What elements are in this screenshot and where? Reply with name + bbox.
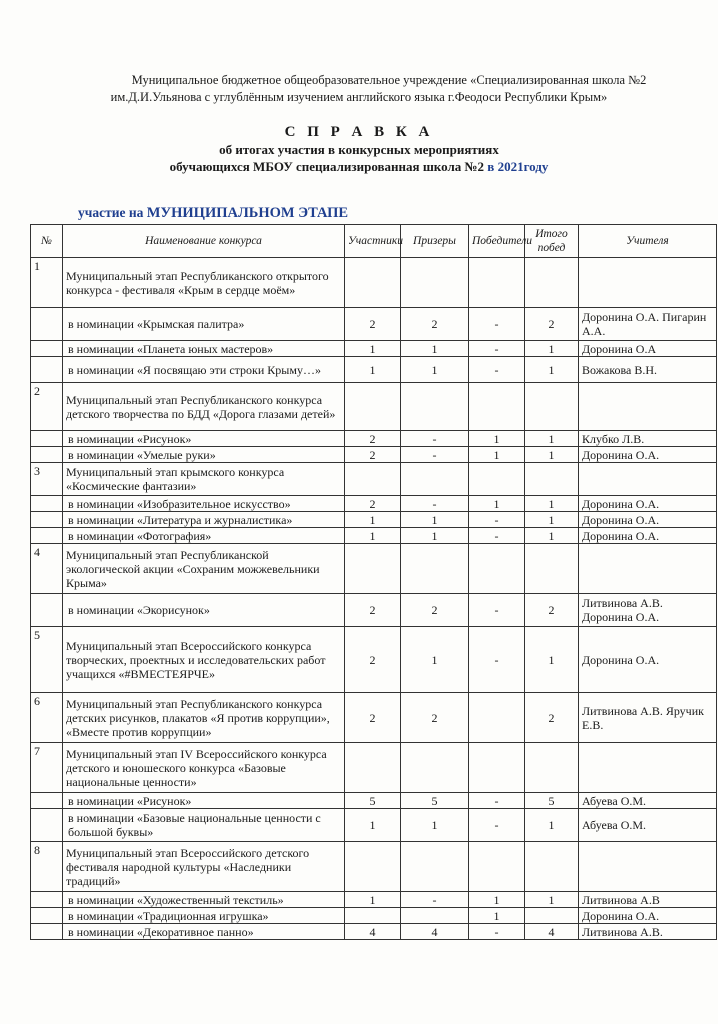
winners-cell: - xyxy=(469,594,525,627)
winners-cell: - xyxy=(469,809,525,842)
prizewinners-cell: 1 xyxy=(401,512,469,528)
winners-cell xyxy=(469,743,525,793)
total-wins-cell: 2 xyxy=(525,594,579,627)
table-row xyxy=(31,594,717,627)
contest-name-cell: в номинации «Умелые руки» xyxy=(63,447,345,463)
participants-cell xyxy=(345,908,401,924)
col-header-num: № xyxy=(31,225,63,258)
row-number-cell xyxy=(31,793,63,809)
row-number-cell: 4 xyxy=(31,544,63,594)
prizewinners-cell: - xyxy=(401,447,469,463)
total-wins-cell: 4 xyxy=(525,924,579,940)
participants-cell: 1 xyxy=(345,809,401,842)
winners-cell: - xyxy=(469,308,525,341)
contest-name-cell: в номинации «Экорисунок» xyxy=(63,594,345,627)
prizewinners-cell: 2 xyxy=(401,308,469,341)
participants-cell: 2 xyxy=(345,594,401,627)
row-number-cell xyxy=(31,809,63,842)
contest-name-cell: в номинации «Крымская палитра» xyxy=(63,308,345,341)
total-wins-cell xyxy=(525,908,579,924)
winners-cell: 1 xyxy=(469,892,525,908)
total-wins-cell xyxy=(525,463,579,496)
teachers-cell xyxy=(579,383,717,431)
row-number-cell xyxy=(31,341,63,357)
total-wins-cell: 1 xyxy=(525,528,579,544)
table-row xyxy=(31,463,717,496)
participants-cell xyxy=(345,258,401,308)
winners-cell: 1 xyxy=(469,431,525,447)
participants-cell: 1 xyxy=(345,512,401,528)
winners-cell: - xyxy=(469,528,525,544)
prizewinners-cell: 5 xyxy=(401,793,469,809)
total-wins-cell: 1 xyxy=(525,357,579,383)
col-header-total: Итого побед xyxy=(525,225,579,258)
col-header-name: Наименование конкурса xyxy=(63,225,345,258)
header-line-2: им.Д.И.Ульянова с углублённым изучением английского языка г.Феодоси Республики Крым» xyxy=(110,90,608,104)
table-row xyxy=(31,809,717,842)
title-line-2: об итогах участия в конкурсных мероприятиях xyxy=(219,142,499,157)
row-number-cell xyxy=(31,357,63,383)
table-row xyxy=(31,627,717,693)
winners-cell: - xyxy=(469,924,525,940)
contest-name-cell: в номинации «Рисунок» xyxy=(63,431,345,447)
participants-cell: 2 xyxy=(345,431,401,447)
contest-name-cell: Муниципальный этап Республиканского открытого конкурса - фестиваля «Крым в сердце моём» xyxy=(63,258,345,308)
participants-cell: 1 xyxy=(345,357,401,383)
participants-cell xyxy=(345,383,401,431)
teachers-cell: Доронина О.А. xyxy=(579,528,717,544)
winners-cell: - xyxy=(469,512,525,528)
table-row xyxy=(31,908,717,924)
winners-cell xyxy=(469,463,525,496)
contest-name-cell: Муниципальный этап Республиканского конкурса детских рисунков, плакатов «Я против коррупции», «Вместе против коррупции» xyxy=(63,693,345,743)
teachers-cell xyxy=(579,743,717,793)
total-wins-cell: 1 xyxy=(525,512,579,528)
row-number-cell xyxy=(31,594,63,627)
total-wins-cell xyxy=(525,258,579,308)
participants-cell xyxy=(345,743,401,793)
row-number-cell xyxy=(31,528,63,544)
prizewinners-cell xyxy=(401,258,469,308)
table-row xyxy=(31,258,717,308)
table-row xyxy=(31,447,717,463)
total-wins-cell: 1 xyxy=(525,809,579,842)
table-row xyxy=(31,693,717,743)
row-number-cell xyxy=(31,431,63,447)
teachers-cell: Доронина О.А. xyxy=(579,908,717,924)
table-row xyxy=(31,892,717,908)
row-number-cell: 8 xyxy=(31,842,63,892)
winners-cell xyxy=(469,842,525,892)
contest-name-cell: в номинации «Декоративное панно» xyxy=(63,924,345,940)
winners-cell xyxy=(469,693,525,743)
row-number-cell: 3 xyxy=(31,463,63,496)
winners-cell xyxy=(469,544,525,594)
total-wins-cell xyxy=(525,544,579,594)
prizewinners-cell xyxy=(401,842,469,892)
teachers-cell: Доронина О.А. xyxy=(579,627,717,693)
total-wins-cell xyxy=(525,383,579,431)
prizewinners-cell xyxy=(401,463,469,496)
teachers-cell: Литвинова А.В. xyxy=(579,924,717,940)
prizewinners-cell: - xyxy=(401,431,469,447)
table-row xyxy=(31,528,717,544)
winners-cell: - xyxy=(469,627,525,693)
total-wins-cell: 1 xyxy=(525,496,579,512)
prizewinners-cell: 2 xyxy=(401,693,469,743)
winners-cell: - xyxy=(469,793,525,809)
row-number-cell: 2 xyxy=(31,383,63,431)
col-header-prizewinners: Призеры xyxy=(401,225,469,258)
winners-cell: - xyxy=(469,341,525,357)
contest-name-cell: в номинации «Изобразительное искусство» xyxy=(63,496,345,512)
header-line-1: Муниципальное бюджетное общеобразовательное учреждение «Специализированная школа №2 xyxy=(131,73,647,87)
teachers-cell: Доронина О.А. Пигарин А.А. xyxy=(579,308,717,341)
section-caps: МУНИЦИПАЛЬНОМ ЭТАПЕ xyxy=(146,205,349,221)
teachers-cell xyxy=(579,842,717,892)
prizewinners-cell: 1 xyxy=(401,627,469,693)
document-header xyxy=(0,72,718,106)
winners-cell xyxy=(469,383,525,431)
prizewinners-cell xyxy=(401,743,469,793)
row-number-cell xyxy=(31,924,63,940)
prizewinners-cell xyxy=(401,383,469,431)
row-number-cell xyxy=(31,496,63,512)
participants-cell: 4 xyxy=(345,924,401,940)
title-year: в 2021году xyxy=(484,159,549,174)
row-number-cell: 6 xyxy=(31,693,63,743)
title-line-3-main: обучающихся МБОУ специализированная школа №2 xyxy=(169,159,485,174)
winners-cell: 1 xyxy=(469,447,525,463)
contest-name-cell: Муниципальный этап Всероссийского конкурса творческих, проектных и исследовательских работ учащихся «#ВМЕСТЕЯРЧЕ» xyxy=(63,627,345,693)
total-wins-cell xyxy=(525,842,579,892)
contest-name-cell: в номинации «Традиционная игрушка» xyxy=(63,908,345,924)
table-row xyxy=(31,512,717,528)
prizewinners-cell: 1 xyxy=(401,528,469,544)
table-row xyxy=(31,924,717,940)
contest-name-cell: в номинации «Фотография» xyxy=(63,528,345,544)
table-row xyxy=(31,357,717,383)
teachers-cell: Доронина О.А xyxy=(579,341,717,357)
table-row xyxy=(31,544,717,594)
prizewinners-cell: - xyxy=(401,496,469,512)
row-number-cell: 1 xyxy=(31,258,63,308)
teachers-cell: Литвинова А.В xyxy=(579,892,717,908)
prizewinners-cell: 1 xyxy=(401,357,469,383)
total-wins-cell: 2 xyxy=(525,308,579,341)
total-wins-cell: 2 xyxy=(525,693,579,743)
participants-cell: 2 xyxy=(345,447,401,463)
table-row xyxy=(31,308,717,341)
title-line-3 xyxy=(0,158,718,175)
contest-name-cell: в номинации «Я посвящаю эти строки Крыму…» xyxy=(63,357,345,383)
participants-cell: 1 xyxy=(345,341,401,357)
total-wins-cell: 1 xyxy=(525,627,579,693)
winners-cell xyxy=(469,258,525,308)
teachers-cell: Доронина О.А. xyxy=(579,447,717,463)
contest-name-cell: в номинации «Планета юных мастеров» xyxy=(63,341,345,357)
teachers-cell: Клубко Л.В. xyxy=(579,431,717,447)
prizewinners-cell xyxy=(401,544,469,594)
total-wins-cell: 1 xyxy=(525,447,579,463)
row-number-cell: 7 xyxy=(31,743,63,793)
teachers-cell: Абуева О.М. xyxy=(579,793,717,809)
title-line-1: С П Р А В К А xyxy=(284,124,434,140)
total-wins-cell: 1 xyxy=(525,892,579,908)
table-row xyxy=(31,383,717,431)
teachers-cell xyxy=(579,463,717,496)
winners-cell: 1 xyxy=(469,908,525,924)
total-wins-cell: 5 xyxy=(525,793,579,809)
participants-cell: 5 xyxy=(345,793,401,809)
row-number-cell xyxy=(31,447,63,463)
contest-name-cell: Муниципальный этап IV Всероссийского конкурса детского и юношеского конкурса «Базовые национальные ценности» xyxy=(63,743,345,793)
winners-cell: 1 xyxy=(469,496,525,512)
contest-name-cell: Муниципальный этап крымского конкурса «Космические фантазии» xyxy=(63,463,345,496)
contest-name-cell: в номинации «Базовые национальные ценности с большой буквы» xyxy=(63,809,345,842)
total-wins-cell: 1 xyxy=(525,431,579,447)
table-row xyxy=(31,431,717,447)
prizewinners-cell: 2 xyxy=(401,594,469,627)
teachers-cell xyxy=(579,258,717,308)
contest-name-cell: Муниципальный этап Республиканского конкурса детского творчества по БДД «Дорога глазами детей» xyxy=(63,383,345,431)
table-header-row xyxy=(31,225,717,258)
document-title xyxy=(0,124,718,175)
row-number-cell: 5 xyxy=(31,627,63,693)
participants-cell: 2 xyxy=(345,627,401,693)
prizewinners-cell: 1 xyxy=(401,809,469,842)
participants-cell: 1 xyxy=(345,892,401,908)
participants-cell xyxy=(345,463,401,496)
prizewinners-cell xyxy=(401,908,469,924)
col-header-participants: Участники xyxy=(345,225,401,258)
section-prefix: участие на xyxy=(78,205,147,220)
teachers-cell: Доронина О.А. xyxy=(579,496,717,512)
teachers-cell: Абуева О.М. xyxy=(579,809,717,842)
table-row xyxy=(31,842,717,892)
contest-name-cell: в номинации «Литература и журналистика» xyxy=(63,512,345,528)
participants-cell xyxy=(345,544,401,594)
participants-cell: 2 xyxy=(345,496,401,512)
participants-cell: 2 xyxy=(345,308,401,341)
contest-name-cell: Муниципальный этап Республиканской экологической акции «Сохраним можжевельники Крыма» xyxy=(63,544,345,594)
row-number-cell xyxy=(31,512,63,528)
col-header-teachers: Учителя xyxy=(579,225,717,258)
row-number-cell xyxy=(31,308,63,341)
table-row xyxy=(31,793,717,809)
row-number-cell xyxy=(31,908,63,924)
row-number-cell xyxy=(31,892,63,908)
teachers-cell: Вожакова В.Н. xyxy=(579,357,717,383)
teachers-cell: Литвинова А.В. Доронина О.А. xyxy=(579,594,717,627)
col-header-winners: Победители xyxy=(469,225,525,258)
participants-cell: 2 xyxy=(345,693,401,743)
prizewinners-cell: 1 xyxy=(401,341,469,357)
participants-cell xyxy=(345,842,401,892)
prizewinners-cell: - xyxy=(401,892,469,908)
table-row xyxy=(31,743,717,793)
total-wins-cell xyxy=(525,743,579,793)
table-row xyxy=(31,496,717,512)
teachers-cell: Литвинова А.В. Яручик Е.В. xyxy=(579,693,717,743)
participants-cell: 1 xyxy=(345,528,401,544)
teachers-cell: Доронина О.А. xyxy=(579,512,717,528)
table-row xyxy=(31,341,717,357)
contest-name-cell: в номинации «Художественный текстиль» xyxy=(63,892,345,908)
results-table xyxy=(30,224,717,940)
prizewinners-cell: 4 xyxy=(401,924,469,940)
section-heading xyxy=(78,205,348,222)
teachers-cell xyxy=(579,544,717,594)
contest-name-cell: Муниципальный этап Всероссийского детского фестиваля народной культуры «Наследники традиций» xyxy=(63,842,345,892)
contest-name-cell: в номинации «Рисунок» xyxy=(63,793,345,809)
total-wins-cell: 1 xyxy=(525,341,579,357)
winners-cell: - xyxy=(469,357,525,383)
